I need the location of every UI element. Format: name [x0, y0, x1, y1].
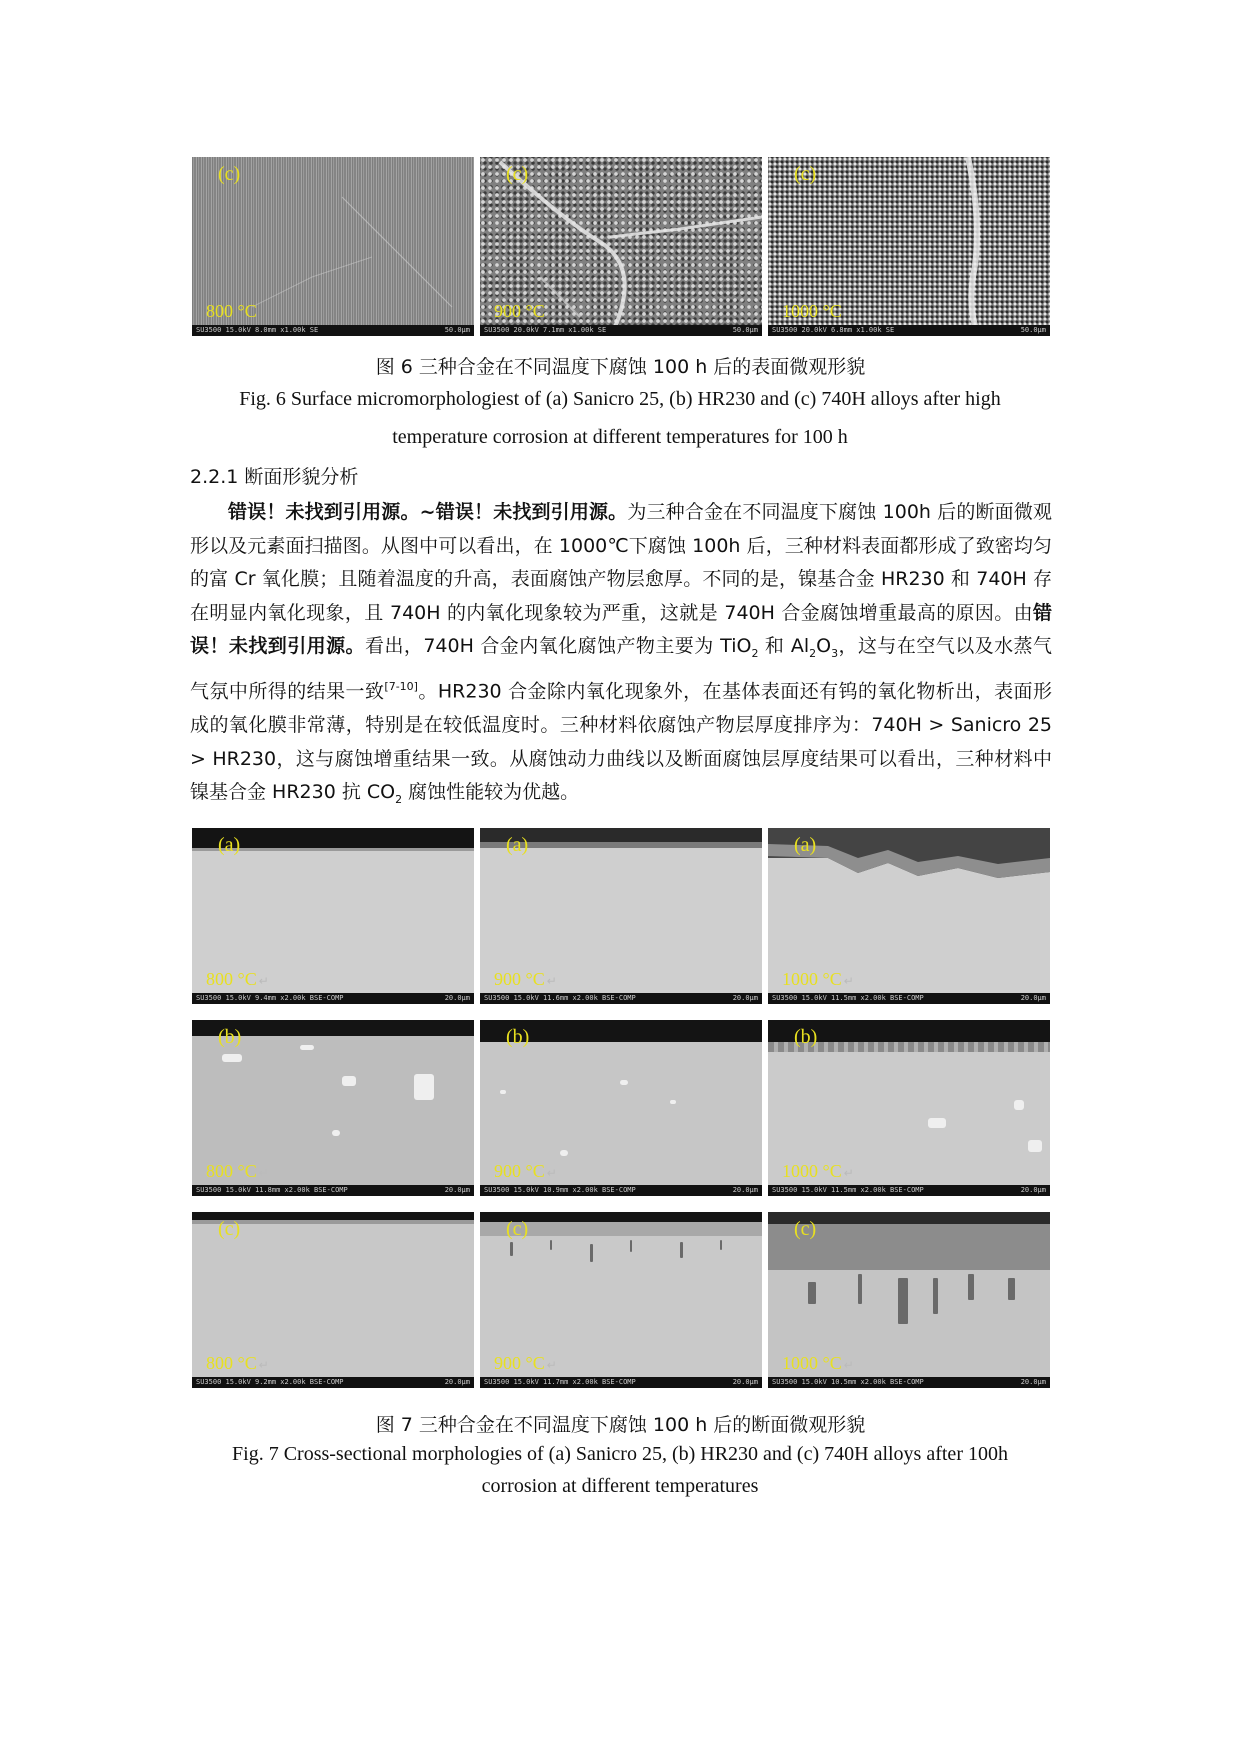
sem-info-bar: SU3500 15.0kV 11.5mm x2.00k BSE-COMP 20.0μm — [768, 1185, 1050, 1196]
broken-reference: 错误！未找到引用源。 — [228, 501, 420, 523]
panel-label: (b) — [218, 1026, 242, 1048]
section-heading: 2.2.1 断面形貌分析 — [190, 466, 359, 488]
figure-6-grid — [192, 157, 1050, 336]
fig7-image-c-1000 — [768, 1212, 1050, 1388]
fig7-caption-en-line1: Fig. 7 Cross-sectional morphologies of (a) Sanicro 25, (b) HR230 and (c) 740H alloys after 100h — [232, 1443, 1008, 1465]
sem-info-bar: SU3500 15.0kV 11.8mm x2.00k BSE-COMP 20.0μm — [192, 1185, 474, 1196]
fig7-caption-cn: 图 7 三种合金在不同温度下腐蚀 100 h 后的断面微观形貌 — [375, 1414, 866, 1436]
temperature-label: 1000 °C ↵ — [782, 1161, 854, 1181]
temperature-label: 800 °C ↵ — [206, 1161, 269, 1181]
temperature-label: 1000 °C — [782, 301, 842, 321]
fig6-caption-en-line1: Fig. 6 Surface micromorphologiest of (a) Sanicro 25, (b) HR230 and (c) 740H alloys after high — [239, 388, 1001, 410]
panel-label: (b) — [506, 1026, 530, 1048]
fig7-image-c-800 — [192, 1212, 474, 1388]
temperature-label: 900 °C ↵ — [494, 1353, 557, 1373]
citation: [7-10] — [384, 680, 418, 694]
fig6-image-1000 — [768, 157, 1050, 336]
fig6-image-900 — [480, 157, 762, 336]
sem-info-bar: SU3500 15.0kV 11.5mm x2.00k BSE-COMP 20.0μm — [768, 993, 1050, 1004]
fig6-caption-cn: 图 6 三种合金在不同温度下腐蚀 100 h 后的表面微观形貌 — [375, 356, 866, 378]
temperature-label: 900 °C — [494, 301, 545, 321]
broken-reference: 错误！未找到引用源。 — [435, 501, 628, 523]
sem-info-bar: SU3500 20.0kV 6.8mm x1.00k SE 50.0μm — [768, 325, 1050, 336]
sem-info-bar: SU3500 20.0kV 7.1mm x1.00k SE 50.0μm — [480, 325, 762, 336]
body-paragraph: 错误！未找到引用源。~错误！未找到引用源。为三种合金在不同温度下腐蚀 100h 后的断面微观形以及元素面扫描图。从图中可以看出，在 1000℃下腐蚀 100h 后，三种材料表面都形成了致密均匀的富 Cr 氧化膜；且随着温度的升高，表面腐蚀产物层愈厚。不同的是，镍基合金 HR230 和 740H 存在明显内氧化现象，且 740H 的内氧化现象较为严重，这就是 740H 合金腐蚀增重最高的原因。由错误！未找到引用源。看出，740H 合金内氧化腐蚀产物主要为 TiO$_2$ 和 $Al_2O_3$，这与在空气以及水蒸气气氛中所得的结果一致[7-10]。HR230 合金除内氧化现象外，在基体表面还有钨的氧化物析出，表面形成的氧化膜非常薄，特别是在较低温度时。三种材料依腐蚀产物层厚度排序为：740H > Sanicro 25 > HR230，这与腐蚀增重结果一致。从腐蚀动力曲线以及断面腐蚀层厚度结果可以看出，三种材料中镍基合金 HR230 抗 $CO_2$ 腐蚀性能较为优越。 — [190, 501, 1052, 806]
sem-info-bar: SU3500 15.0kV 10.5mm x2.00k BSE-COMP 20.0μm — [768, 1377, 1050, 1388]
sem-info-bar: SU3500 15.0kV 10.9mm x2.00k BSE-COMP 20.0μm — [480, 1185, 762, 1196]
fig7-image-a-1000 — [768, 828, 1050, 1004]
panel-label: (a) — [218, 834, 241, 856]
temperature-label: 800 °C — [206, 301, 257, 321]
temperature-label: 800 °C ↵ — [206, 1353, 269, 1373]
temperature-label: 1000 °C ↵ — [782, 1353, 854, 1373]
sem-info-bar: SU3500 15.0kV 8.0mm x1.00k SE 50.0μm — [192, 325, 474, 336]
panel-label: (c) — [794, 163, 817, 185]
panel-label: (c) — [506, 163, 529, 185]
fig7-image-b-800 — [192, 1020, 474, 1196]
panel-label: (c) — [794, 1218, 817, 1240]
panel-label: (c) — [218, 163, 241, 185]
panel-label: (a) — [506, 834, 529, 856]
fig7-image-b-1000 — [768, 1020, 1050, 1196]
sem-info-bar: SU3500 15.0kV 9.2mm x2.00k BSE-COMP 20.0μm — [192, 1377, 474, 1388]
fig7-image-a-800 — [192, 828, 474, 1004]
figure-7-grid — [192, 828, 1050, 1388]
sem-info-bar: SU3500 15.0kV 11.7mm x2.00k BSE-COMP 20.0μm — [480, 1377, 762, 1388]
panel-label: (a) — [794, 834, 817, 856]
fig7-image-c-900 — [480, 1212, 762, 1388]
broken-reference: 错误！未找到引用源。 — [190, 601, 1052, 657]
fig6-image-800 — [192, 157, 474, 336]
fig7-image-b-900 — [480, 1020, 762, 1196]
fig7-caption-en-line2: corrosion at different temperatures — [481, 1475, 759, 1497]
temperature-label: 900 °C ↵ — [494, 1161, 557, 1181]
sem-info-bar: SU3500 15.0kV 11.6mm x2.00k BSE-COMP 20.0μm — [480, 993, 762, 1004]
temperature-label: 800 °C ↵ — [206, 969, 269, 989]
sem-info-bar: SU3500 15.0kV 9.4mm x2.00k BSE-COMP 20.0μm — [192, 993, 474, 1004]
temperature-label: 900 °C ↵ — [494, 969, 557, 989]
fig6-caption-en-line2: temperature corrosion at different temperatures for 100 h — [392, 426, 848, 448]
fig7-image-a-900 — [480, 828, 762, 1004]
panel-label: (c) — [506, 1218, 529, 1240]
temperature-label: 1000 °C ↵ — [782, 969, 854, 989]
panel-label: (b) — [794, 1026, 818, 1048]
panel-label: (c) — [218, 1218, 241, 1240]
